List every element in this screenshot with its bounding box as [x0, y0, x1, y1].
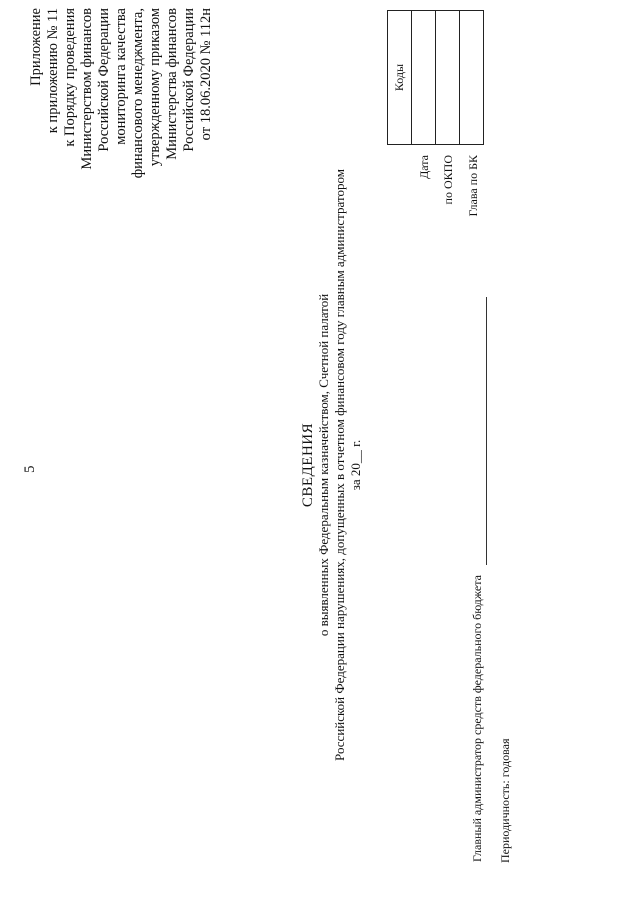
bk-chapter-label: Глава по БК: [466, 155, 480, 217]
appendix-line: Министерством финансов: [79, 8, 95, 170]
codes-table-row: [412, 11, 436, 145]
appendix-line: Приложение: [28, 8, 44, 86]
appendix-line: Российской Федерации: [181, 8, 197, 152]
periodicity-label: Периодичность:: [498, 780, 512, 863]
date-code-cell[interactable]: [412, 11, 436, 145]
period-year-field[interactable]: __: [348, 450, 363, 464]
codes-table: [387, 10, 484, 145]
title-line-1: о выявленных Федеральным казначейством, Счетной палатой: [316, 293, 331, 637]
appendix-line: от 18.06.2020 № 112н: [198, 8, 214, 141]
codes-table-header-row: [388, 11, 412, 145]
title-line-2: Российской Федерации нарушениях, допущенных в отчетном финансовом году главным администратором: [332, 169, 347, 761]
period-suffix: г.: [348, 439, 363, 451]
codes-table-row: [460, 11, 484, 145]
appendix-line: Министерства финансов: [164, 8, 180, 160]
appendix-line: к Порядку проведения: [62, 8, 78, 147]
appendix-header: [28, 8, 215, 240]
bk-chapter-code-cell[interactable]: [460, 11, 484, 145]
document-title-block: [300, 165, 364, 765]
reporting-period: [348, 165, 364, 765]
codes-header: Коды: [388, 11, 412, 145]
appendix-line: Российской Федерации: [96, 8, 112, 152]
date-label: Дата: [417, 155, 431, 179]
appendix-line: мониторинга качества: [113, 8, 129, 145]
appendix-line: к приложению № 11: [45, 8, 61, 134]
codes-table-row: [436, 11, 460, 145]
okpo-code-cell[interactable]: [436, 11, 460, 145]
document-title: СВЕДЕНИЯ: [300, 422, 316, 508]
okpo-label: по ОКПО: [441, 155, 455, 205]
page-number: 5: [22, 465, 38, 473]
chief-administrator-field[interactable]: [486, 297, 487, 565]
periodicity: [498, 739, 513, 863]
period-prefix: за 20: [348, 463, 363, 491]
appendix-line: утвержденному приказом: [147, 8, 163, 167]
appendix-line: финансового менеджмента,: [130, 8, 146, 179]
periodicity-value: годовая: [498, 738, 512, 778]
chief-administrator-label: Главный администратор средств федерального бюджета: [470, 575, 484, 862]
